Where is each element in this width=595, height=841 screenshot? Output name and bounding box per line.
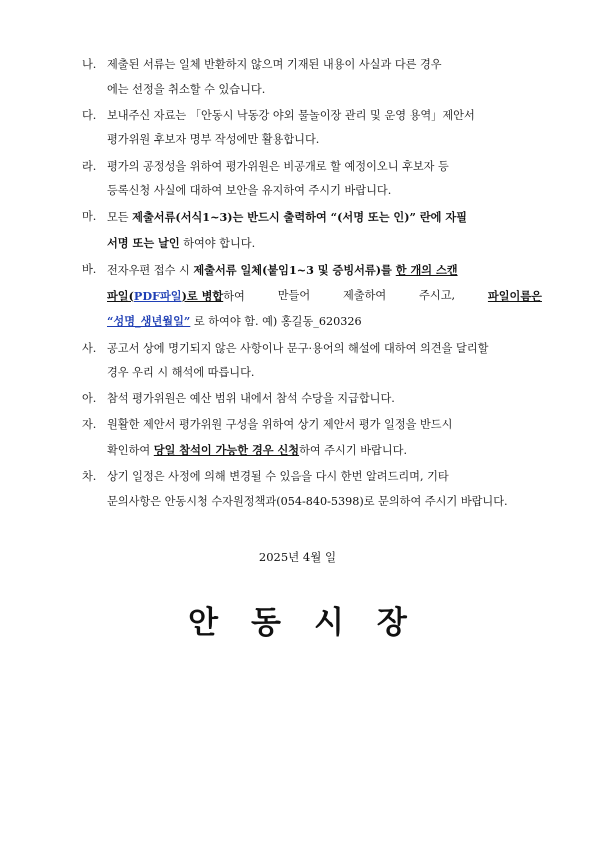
- item-marker: 차.: [82, 470, 97, 484]
- item-marker: 라.: [82, 159, 97, 173]
- item-text-line: [107, 231, 542, 257]
- notice-item-ma: [82, 205, 542, 256]
- plain-text: 전자우편 접수 시: [107, 264, 194, 278]
- item-text-line: 참석 평가위원은 예산 범위 내에서 참석 수당을 지급합니다.: [107, 392, 395, 406]
- bold-underline-text: 당일 참석이 가능한 경우 신청: [153, 443, 300, 458]
- plain-text: 만들어: [277, 288, 311, 302]
- item-marker: 나.: [82, 58, 97, 71]
- bold-text: 제출서류(서식1~3)는 반드시 출력하여 “(서명 또는 인)” 란에 자필: [132, 210, 467, 225]
- bold-underline-text: 파일이름은: [487, 288, 542, 303]
- item-text-line: 문의사항은 안동시청 수자원정책과(054-840-5398)로 문의하여 주시기 바랍니다.: [107, 494, 508, 508]
- notice-item-cha: [82, 465, 542, 514]
- item-marker: 사.: [82, 341, 97, 355]
- plain-text: 하여: [223, 289, 245, 303]
- item-text-line: 상기 일정은 사정에 의해 변경될 수 있음을 다시 한번 알려드리며, 기타: [107, 470, 449, 484]
- item-text-line: 평가의 공정성을 위하여 평가위원은 비공개로 할 예정이오니 후보자 등: [107, 159, 449, 173]
- notice-item-ra: [82, 155, 542, 204]
- bold-text: 서명 또는 날인: [107, 235, 180, 250]
- plain-text: 하여야 합니다.: [179, 236, 256, 250]
- notice-item-da: [82, 104, 542, 153]
- item-text-line: 제출된 서류는 일체 반환하지 않으며 기재된 내용이 사실과 다른 경우: [107, 58, 442, 71]
- item-text-line: [107, 309, 542, 335]
- item-marker: 마.: [82, 210, 97, 224]
- item-text-line: 평가위원 후보자 명부 작성에만 활용합니다.: [107, 133, 320, 147]
- merge-instruction: [107, 284, 245, 310]
- plain-text: 모든: [107, 211, 133, 225]
- notice-list: [82, 53, 542, 516]
- bold-text: 제출서류 일체(붙임1~3 및 증빙서류)를: [193, 263, 396, 278]
- bold-underline-text: 파일(: [107, 288, 134, 303]
- item-text-line: [107, 258, 542, 284]
- notice-item-ba: [82, 258, 542, 335]
- item-text-line: [107, 284, 542, 310]
- notice-item-ja: [82, 413, 542, 463]
- item-text-line: [107, 438, 542, 464]
- item-text-line: 공고서 상에 명기되지 않은 사항이나 문구·용어의 해설에 대하여 의견을 달리할: [107, 341, 489, 355]
- item-marker: 자.: [82, 418, 97, 432]
- plain-text: 로 하여야 함. 예) 홍길동_620326: [190, 315, 362, 329]
- item-text-line: 등록신청 사실에 대하여 보안을 유지하여 주시기 바랍니다.: [107, 184, 392, 198]
- document-date: 2025년 4월 일: [258, 550, 337, 564]
- bold-underline-text: )로 병합: [181, 288, 224, 303]
- notice-item-a: [82, 387, 542, 412]
- item-text-line: 보내주신 자료는 「안동시 낙동강 야외 물놀이장 관리 및 운영 용역」제안서: [107, 108, 475, 122]
- item-marker: 아.: [82, 392, 97, 406]
- item-text-line: [107, 205, 542, 231]
- notice-item-sa: [82, 337, 542, 386]
- item-text-line: 원활한 제안서 평가위원 구성을 위하여 상기 제안서 평가 일정을 반드시: [107, 418, 453, 432]
- plain-text: 제출하여: [342, 288, 387, 302]
- pdf-file-text: PDF파일: [133, 288, 182, 303]
- plain-text: 확인하여: [107, 444, 154, 458]
- plain-text: 하여 주시기 바랍니다.: [299, 444, 407, 458]
- item-marker: 다.: [82, 108, 97, 122]
- item-marker: 바.: [82, 263, 97, 277]
- filename-format-text: “성명_생년월일”: [107, 314, 191, 329]
- plain-text: 주시고,: [419, 288, 456, 302]
- item-text-line: 경우 우리 시 해석에 따릅니다.: [107, 366, 255, 380]
- bold-underline-text: 한 개의 스캔: [395, 263, 458, 278]
- item-text-line: 에는 선정을 취소할 수 있습니다.: [107, 82, 266, 96]
- notice-item-na: [82, 53, 542, 102]
- issuer-signature: 안동시장: [188, 605, 440, 641]
